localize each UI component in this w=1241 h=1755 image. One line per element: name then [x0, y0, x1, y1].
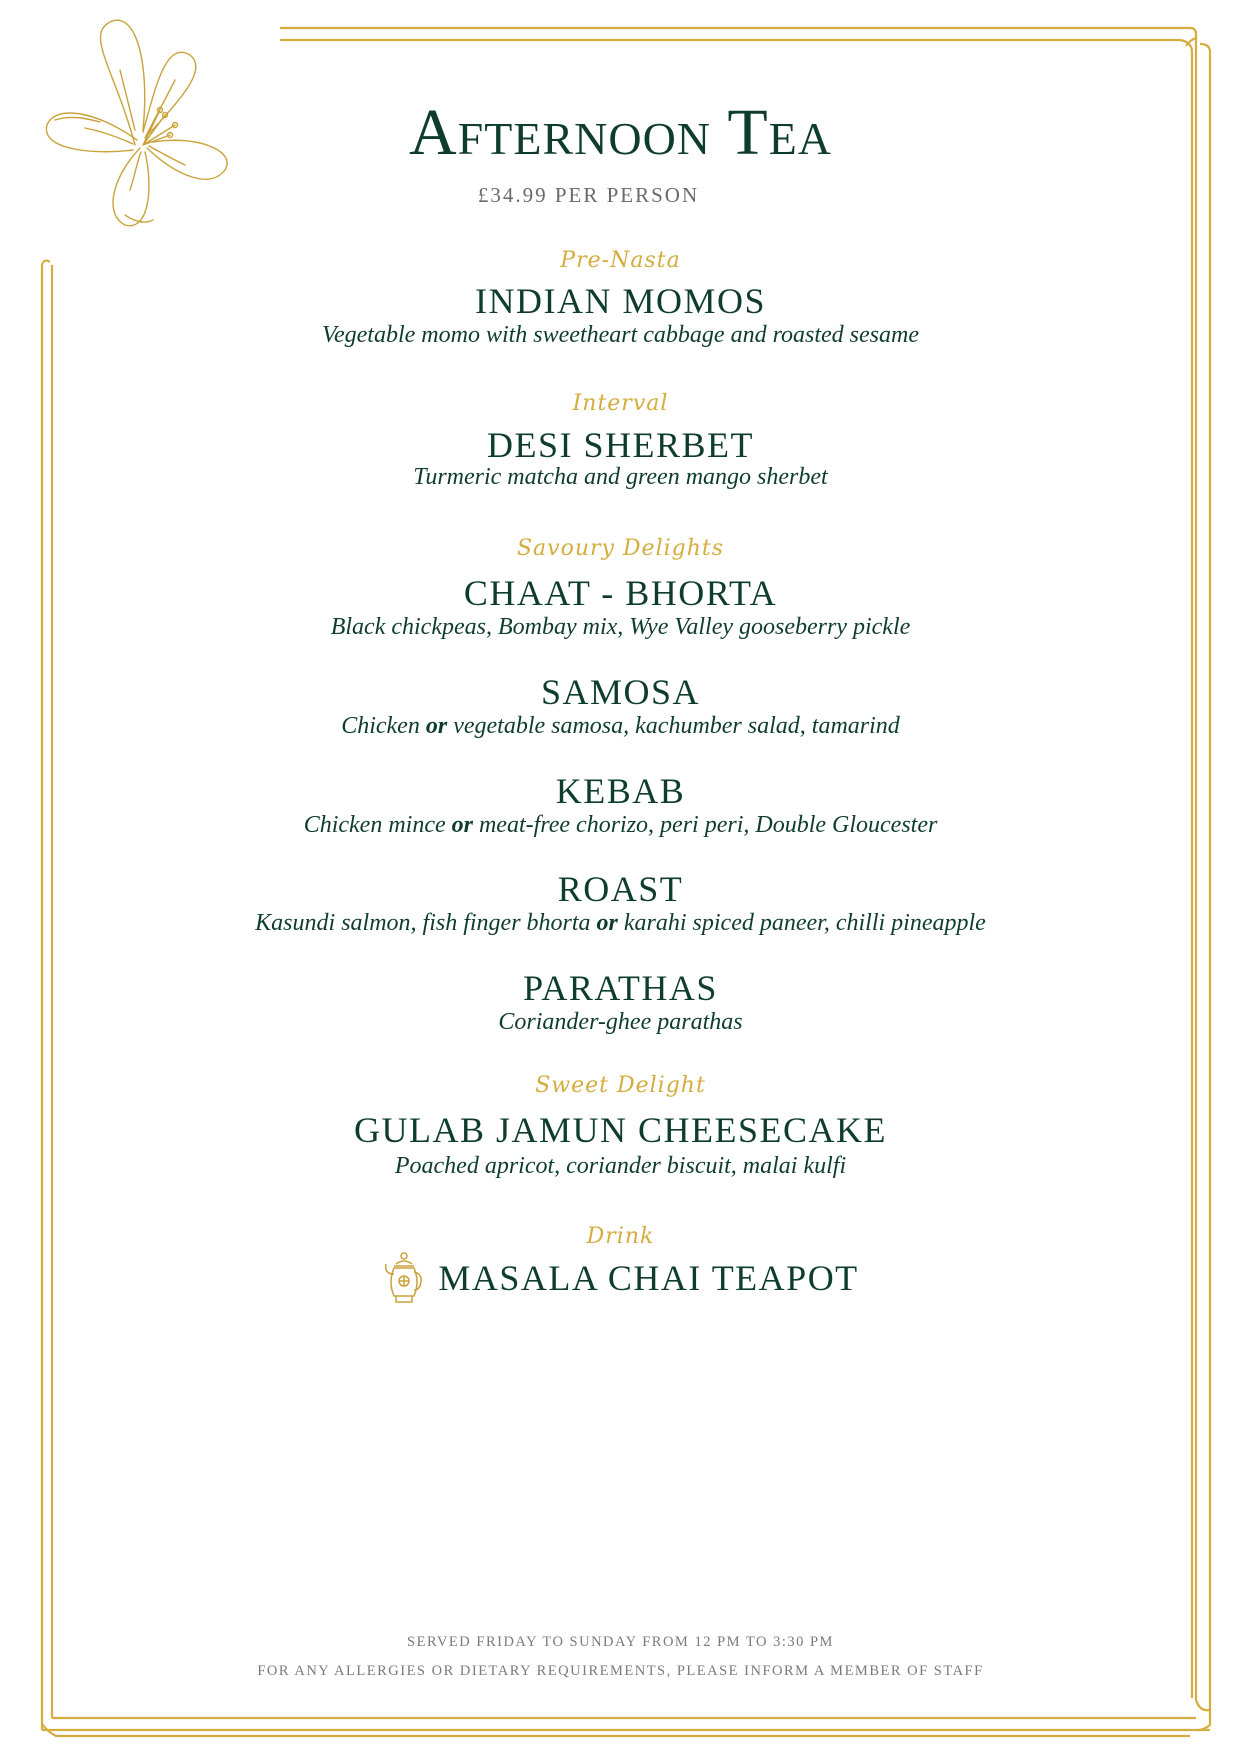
menu-item — [0, 1250, 1241, 1310]
footer-allergy-note: FOR ANY ALLERGIES OR DIETARY REQUIREMENTS, PLEASE INFORM A MEMBER OF STAFF — [257, 1663, 984, 1679]
savoury-section — [0, 538, 1241, 560]
menu-item — [0, 1112, 1241, 1148]
sweet-section — [0, 1075, 1241, 1097]
dish-description — [0, 911, 1241, 935]
menu-item-desc — [0, 911, 1241, 935]
section-label: Drink — [586, 1224, 655, 1249]
desc-part: Chicken mince — [303, 812, 452, 838]
menu-item — [0, 773, 1241, 809]
section-label: Sweet Delight — [535, 1073, 706, 1098]
pre-nasta-section — [0, 250, 1241, 272]
interval-section — [0, 393, 1241, 415]
drink-row — [382, 1250, 858, 1306]
menu-item — [0, 970, 1241, 1006]
menu-item-desc — [0, 813, 1241, 837]
dish-name: CHAAT - BHORTA — [463, 573, 778, 613]
desc-part: karahi spiced paneer, chilli pineapple — [617, 910, 986, 936]
dish-description: Black chickpeas, Bombay mix, Wye Valley gooseberry pickle — [330, 614, 911, 640]
or-word: or — [425, 713, 448, 739]
menu-item-desc — [0, 1154, 1241, 1178]
desc-part: Kasundi salmon, fish finger bhorta — [255, 910, 597, 936]
or-word: or — [596, 910, 618, 936]
dish-description: Turmeric matcha and green mango sherbet — [413, 464, 828, 490]
menu-item — [0, 427, 1241, 463]
menu-item-desc — [0, 1010, 1241, 1034]
dish-name: ROAST — [557, 869, 684, 909]
desc-part: Chicken — [341, 713, 426, 739]
menu-item-desc — [0, 615, 1241, 639]
section-label: Pre-Nasta — [560, 248, 681, 273]
menu-price: £34.99 PER PERSON — [477, 183, 700, 207]
dish-name: GULAB JAMUN CHEESECAKE — [353, 1110, 887, 1150]
menu-item — [0, 871, 1241, 907]
dish-description — [0, 714, 1241, 738]
dish-name: INDIAN MOMOS — [474, 281, 766, 321]
or-word: or — [451, 812, 473, 838]
drink-section — [0, 1226, 1241, 1248]
dish-description: Vegetable momo with sweetheart cabbage and roasted sesame — [321, 322, 919, 348]
footer-hours: SERVED FRIDAY TO SUNDAY FROM 12 PM TO 3:30 PM — [407, 1634, 834, 1650]
dish-name: PARATHAS — [523, 968, 718, 1008]
dish-name: SAMOSA — [540, 672, 701, 712]
dish-name: MASALA CHAI TEAPOT — [438, 1258, 859, 1298]
menu-item — [0, 575, 1241, 611]
dish-name: KEBAB — [555, 771, 686, 811]
dish-description: Poached apricot, coriander biscuit, malai kulfi — [394, 1153, 847, 1179]
menu-item — [0, 674, 1241, 710]
menu-item — [0, 283, 1241, 319]
dish-description: Coriander-ghee parathas — [498, 1009, 743, 1035]
menu-item-desc — [0, 465, 1241, 489]
menu-item-desc — [0, 714, 1241, 738]
section-label: Savoury Delights — [516, 536, 725, 561]
desc-part: vegetable samosa, kachumber salad, tamarind — [447, 713, 900, 739]
menu-title: Afternoon Tea — [409, 96, 832, 169]
dish-description — [0, 813, 1241, 837]
menu-item-desc — [0, 323, 1241, 347]
teapot-icon — [382, 1250, 426, 1306]
section-label: Interval — [572, 391, 669, 416]
desc-part: meat-free chorizo, peri peri, Double Gloucester — [472, 812, 938, 838]
dish-name: DESI SHERBET — [486, 425, 754, 465]
